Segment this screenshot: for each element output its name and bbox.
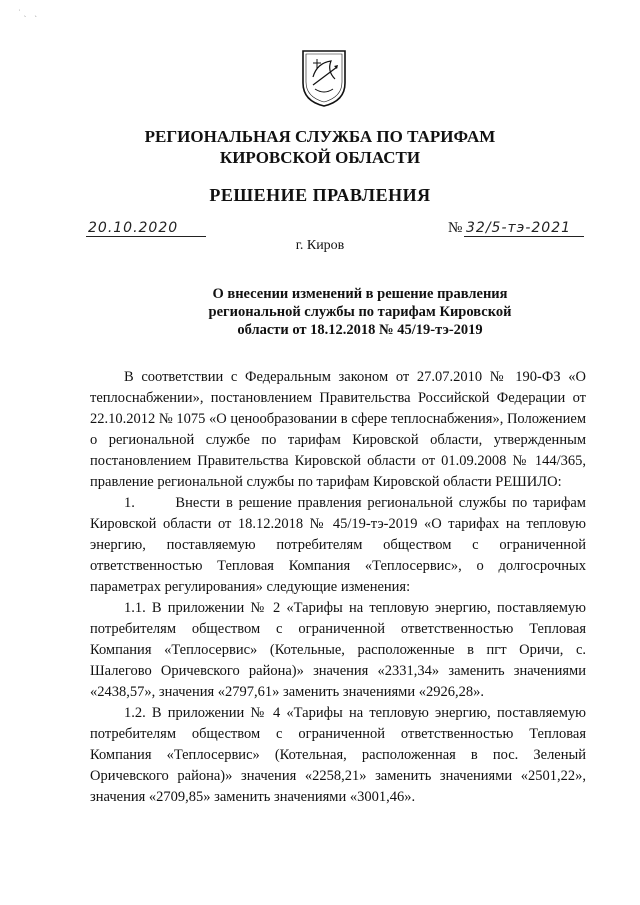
decision-subject [200,285,520,339]
item-1-2-paragraph: 1.2. В приложении № 4 «Тарифы на тепловую энергию, поставляемую потребителям обществом с ограниченной ответственностью Тепловая Компания «Теплосервис» (Котельная, расположенная в пос. Зеленый Оричевского района)» значения «2258,21» заменить значениями «2501,22», значения «2709,85» заменить значениями «3001,46». [90,705,586,805]
document-type-title: РЕШЕНИЕ ПРАВЛЕНИЯ [209,185,431,205]
subject-line2: региональной службы по тарифам Кировской [208,304,512,320]
subject-line1: О внесении изменений в решение правления [212,286,508,302]
org-name-line1: РЕГИОНАЛЬНАЯ СЛУЖБА ПО ТАРИФАМ [144,127,496,146]
decision-date: 20.10.2020 [88,220,179,236]
decision-body [90,367,586,808]
scan-artifact: ˙ˏ ˎ [18,8,40,17]
decision-number: 32/5-тэ-2021 [466,220,572,236]
org-name-line2: КИРОВСКОЙ ОБЛАСТИ [219,148,421,167]
item-1-1-paragraph: 1.1. В приложении № 2 «Тарифы на тепловую энергию, поставляемую потребителям обществом с ограниченной ответственностью Тепловая Компания «Теплосервис» (Котельные, расположенные в пгт Оричи, с. Шалегово Оричевского района)» значения «2331,34» заменить значениями «2438,57», значения «2797,61» заменить значениями «2926,28». [90,600,586,700]
city-label: г. Киров [295,238,345,253]
coat-of-arms-icon [301,49,347,107]
preamble-paragraph: В соответствии с Федеральным законом от 27.07.2010 № 190-ФЗ «О теплоснабжении», постановлением Правительства Российской Федерации от 22.10.2012 № 1075 «О ценообразовании в сфере теплоснабжения», Положением о региональной службе по тарифам Кировской области, утвержденным постановлением Правительства Кировской области от 01.09.2008 № 144/365, правление региональной службы по тарифам Кировской области РЕШИЛО: [90,369,586,490]
number-label: № [448,220,463,236]
number-underline [464,236,584,237]
subject-line3: области от 18.12.2018 № 45/19-тэ-2019 [237,322,483,338]
item-1-paragraph: 1. Внести в решение правления региональной службы по тарифам Кировской области от 18.12.2018 № 45/19-тэ-2019 «О тарифах на тепловую энергию, поставляемую потребителям обществом с ограниченной ответственностью Тепловая Компания «Теплосервис», о долгосрочных параметрах регулирования» следующие изменения: [90,495,586,595]
date-underline [86,236,206,237]
